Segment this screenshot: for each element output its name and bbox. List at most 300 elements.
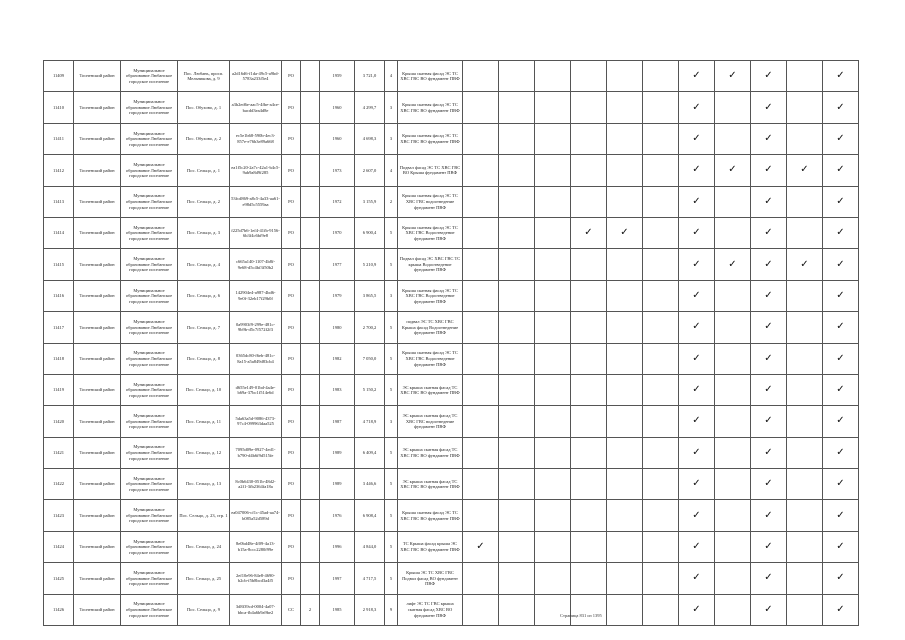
check-mark-icon: ✓ <box>692 258 701 270</box>
cell-district: Тосненский район <box>74 500 121 531</box>
check-cell <box>643 186 679 217</box>
cell-id: 11409 <box>44 61 74 92</box>
check-cell <box>571 155 607 186</box>
check-mark-icon: ✓ <box>836 164 845 176</box>
cell-c2: 2 <box>385 186 398 217</box>
check-cell <box>571 500 607 531</box>
cell-c1 <box>301 280 320 311</box>
cell-district: Тосненский район <box>74 469 121 500</box>
check-mark-icon: ✓ <box>764 352 773 364</box>
check-cell <box>607 123 643 154</box>
table-row <box>44 280 859 311</box>
check-mark-icon: ✓ <box>692 603 701 615</box>
cell-code: 142904e4-a987-4bd6-9e0f-32eb17f29b0f <box>230 280 282 311</box>
check-cell <box>643 217 679 248</box>
cell-district: Тосненский район <box>74 155 121 186</box>
cell-c2: 4 <box>385 61 398 92</box>
cell-works: Крыша скатная фасад ЭС ТС ХВС ГВС ВО фундамент ПВФ <box>398 500 463 531</box>
cell-municipality: Муниципальное образование Любанское городское поселение <box>121 500 178 531</box>
cell-c2: 5 <box>385 249 398 280</box>
check-mark-icon: ✓ <box>836 321 845 333</box>
check-cell <box>571 217 607 248</box>
table-row <box>44 343 859 374</box>
cell-type: РО <box>282 312 301 343</box>
check-cell <box>535 186 571 217</box>
cell-area: 2 607,0 <box>355 155 385 186</box>
cell-works: ТС Крыша фасад крыша ЭС ХВС ГВС ВО фундамент ПВФ <box>398 531 463 562</box>
check-cell <box>823 594 859 625</box>
check-mark-icon: ✓ <box>764 258 773 270</box>
check-cell <box>607 374 643 405</box>
check-mark-icon: ✓ <box>764 101 773 113</box>
cell-municipality: Муниципальное образование Любанское городское поселение <box>121 61 178 92</box>
cell-c1 <box>301 61 320 92</box>
cell-c1 <box>301 186 320 217</box>
check-cell <box>715 437 751 468</box>
check-cell <box>643 594 679 625</box>
cell-id: 11417 <box>44 312 74 343</box>
check-mark-icon: ✓ <box>692 352 701 364</box>
cell-area: 4 299,7 <box>355 92 385 123</box>
check-cell <box>823 437 859 468</box>
check-cell <box>463 406 499 437</box>
check-cell <box>535 123 571 154</box>
check-mark-icon: ✓ <box>836 541 845 553</box>
cell-address: Пос. Любань, просп. Мельникова, д. 9 <box>178 61 230 92</box>
check-cell <box>751 406 787 437</box>
check-cell <box>679 437 715 468</box>
check-cell <box>823 531 859 562</box>
cell-year: 1980 <box>320 312 355 343</box>
check-mark-icon: ✓ <box>764 289 773 301</box>
cell-district: Тосненский район <box>74 406 121 437</box>
cell-municipality: Муниципальное образование Любанское городское поселение <box>121 594 178 625</box>
check-cell <box>463 469 499 500</box>
table-row <box>44 531 859 562</box>
cell-id: 11416 <box>44 280 74 311</box>
cell-address: Пос. Сельцо, д. 11 <box>178 406 230 437</box>
check-mark-icon: ✓ <box>836 70 845 82</box>
cell-municipality: Муниципальное образование Любанское городское поселение <box>121 186 178 217</box>
check-cell <box>535 437 571 468</box>
cell-area: 6 908,4 <box>355 500 385 531</box>
check-cell <box>571 563 607 594</box>
check-cell <box>787 123 823 154</box>
check-cell <box>643 563 679 594</box>
cell-area: 7 050,0 <box>355 343 385 374</box>
cell-code: 53fcd869-a8c5-4a33-aa61-e98d5c5559aa <box>230 186 282 217</box>
check-mark-icon: ✓ <box>692 572 701 584</box>
check-cell <box>607 186 643 217</box>
cell-area: 5 210,9 <box>355 249 385 280</box>
check-mark-icon: ✓ <box>692 321 701 333</box>
check-cell <box>499 343 535 374</box>
cell-code: a3b2ed6e-aac5-4fbe-a4ce-bacdd3ea4d8e <box>230 92 282 123</box>
check-cell <box>751 217 787 248</box>
check-cell <box>463 280 499 311</box>
cell-municipality: Муниципальное образование Любанское городское поселение <box>121 249 178 280</box>
check-cell <box>715 374 751 405</box>
cell-c1 <box>301 92 320 123</box>
cell-code: ec5e1b68-590b-4ec3-857e-e76b3e89a668 <box>230 123 282 154</box>
cell-year: 1960 <box>320 92 355 123</box>
cell-works: Крыша скатная фасад ЭС ТС ХВС ГВС Водоотведение фундамент ПВФ <box>398 343 463 374</box>
cell-district: Тосненский район <box>74 249 121 280</box>
cell-address: Пос. Сельцо, д. 8 <box>178 343 230 374</box>
cell-district: Тосненский район <box>74 437 121 468</box>
cell-district: Тосненский район <box>74 343 121 374</box>
check-cell <box>823 374 859 405</box>
cell-municipality: Муниципальное образование Любанское городское поселение <box>121 92 178 123</box>
cell-code: 8c0b6430-051b-48d2-a2f1-3fb2364fa18a <box>230 469 282 500</box>
cell-district: Тосненский район <box>74 280 121 311</box>
cell-id: 11414 <box>44 217 74 248</box>
cell-year: 1989 <box>320 437 355 468</box>
check-cell <box>499 92 535 123</box>
table-row <box>44 217 859 248</box>
cell-district: Тосненский район <box>74 594 121 625</box>
check-cell <box>571 437 607 468</box>
check-mark-icon: ✓ <box>764 603 773 615</box>
check-cell <box>571 406 607 437</box>
check-cell <box>499 374 535 405</box>
cell-address: Пос. Сельцо, д. 12 <box>178 437 230 468</box>
cell-year: 1983 <box>320 374 355 405</box>
check-cell <box>787 155 823 186</box>
cell-id: 11422 <box>44 469 74 500</box>
check-cell <box>643 155 679 186</box>
cell-c1: 2 <box>301 594 320 625</box>
check-cell <box>499 531 535 562</box>
cell-address: Пос. Сельцо, д. 2 <box>178 186 230 217</box>
cell-municipality: Муниципальное образование Любанское городское поселение <box>121 406 178 437</box>
cell-works: ЭС крыша скатная фасад ТС ХВС ГВС ВО фундамент ПВФ <box>398 374 463 405</box>
cell-area: 6 900,4 <box>355 217 385 248</box>
cell-type: СС <box>282 594 301 625</box>
cell-works: Крыша ЭС ТС ХВС ГВС Подвал фасад ВО фундамент ПВФ <box>398 563 463 594</box>
check-cell <box>715 531 751 562</box>
check-cell <box>463 500 499 531</box>
check-cell <box>679 123 715 154</box>
check-cell <box>643 92 679 123</box>
check-cell <box>679 531 715 562</box>
check-mark-icon: ✓ <box>836 101 845 113</box>
cell-municipality: Муниципальное образование Любанское городское поселение <box>121 312 178 343</box>
check-cell <box>499 186 535 217</box>
check-cell <box>715 500 751 531</box>
check-cell <box>463 563 499 594</box>
check-cell <box>499 280 535 311</box>
check-cell <box>499 563 535 594</box>
check-cell <box>535 531 571 562</box>
cell-year: 1970 <box>320 217 355 248</box>
check-cell <box>499 217 535 248</box>
check-mark-icon: ✓ <box>692 541 701 553</box>
check-mark-icon: ✓ <box>764 321 773 333</box>
check-cell <box>787 437 823 468</box>
cell-municipality: Муниципальное образование Любанское городское поселение <box>121 155 178 186</box>
check-cell <box>607 280 643 311</box>
check-cell <box>607 594 643 625</box>
cell-code: 8e0bd48e-4f09-4a13-b15a-8ccc2280f99e <box>230 531 282 562</box>
cell-works: лифт ЭС ТС ГВС крыша скатная фасад ХВС ВО фундамент ПВФ <box>398 594 463 625</box>
check-mark-icon: ✓ <box>764 446 773 458</box>
check-mark-icon: ✓ <box>836 195 845 207</box>
check-cell <box>463 343 499 374</box>
cell-type: РО <box>282 217 301 248</box>
check-cell <box>751 563 787 594</box>
cell-type: РО <box>282 343 301 374</box>
cell-works: Крыша скатная фасад ЭС ТС ХВС ГВС Водоотведение фундамент ПВФ <box>398 280 463 311</box>
cell-municipality: Муниципальное образование Любанское городское поселение <box>121 531 178 562</box>
check-mark-icon: ✓ <box>692 289 701 301</box>
check-cell <box>499 123 535 154</box>
check-cell <box>679 343 715 374</box>
cell-id: 11410 <box>44 92 74 123</box>
cell-year: 1985 <box>320 594 355 625</box>
check-cell <box>463 249 499 280</box>
cell-c1 <box>301 217 320 248</box>
check-cell <box>499 249 535 280</box>
table-row <box>44 155 859 186</box>
cell-area: 6 409,4 <box>355 437 385 468</box>
check-mark-icon: ✓ <box>584 227 593 239</box>
cell-area: 4 844,0 <box>355 531 385 562</box>
cell-works: Крыша скатная фасад ЭС ТС ХВС ГВС ВО фундамент ПВФ <box>398 92 463 123</box>
table-row <box>44 61 859 92</box>
check-cell <box>607 312 643 343</box>
check-mark-icon: ✓ <box>836 384 845 396</box>
check-cell <box>715 469 751 500</box>
check-cell <box>751 186 787 217</box>
cell-address: Пос. Сельцо, д. 25 <box>178 563 230 594</box>
cell-code: 3d8f39cd-0004-4a07-bbca-fb4a6b9a9be2 <box>230 594 282 625</box>
check-cell <box>787 563 823 594</box>
check-cell <box>751 594 787 625</box>
check-cell <box>823 92 859 123</box>
check-mark-icon: ✓ <box>764 478 773 490</box>
cell-district: Тосненский район <box>74 374 121 405</box>
check-mark-icon: ✓ <box>728 258 737 270</box>
check-cell <box>787 374 823 405</box>
cell-municipality: Муниципальное образование Любанское городское поселение <box>121 123 178 154</box>
check-cell <box>607 563 643 594</box>
check-cell <box>715 61 751 92</box>
check-cell <box>787 61 823 92</box>
check-cell <box>679 312 715 343</box>
check-cell <box>823 249 859 280</box>
cell-code: a2d16d6-f1da-49c5-a9bd-5783a233f5e4 <box>230 61 282 92</box>
check-cell <box>751 92 787 123</box>
cell-type: РО <box>282 186 301 217</box>
check-cell <box>823 312 859 343</box>
check-cell <box>571 280 607 311</box>
cell-type: РО <box>282 249 301 280</box>
check-mark-icon: ✓ <box>764 227 773 239</box>
check-cell <box>823 123 859 154</box>
cell-type: РО <box>282 92 301 123</box>
check-cell <box>463 217 499 248</box>
check-mark-icon: ✓ <box>692 478 701 490</box>
check-cell <box>679 594 715 625</box>
cell-id: 11413 <box>44 186 74 217</box>
check-cell <box>715 123 751 154</box>
check-mark-icon: ✓ <box>764 384 773 396</box>
check-cell <box>643 280 679 311</box>
check-cell <box>535 61 571 92</box>
cell-area: 4 717,5 <box>355 563 385 594</box>
cell-c1 <box>301 469 320 500</box>
cell-area: 3 155,9 <box>355 186 385 217</box>
cell-works: Крыша скатная фасад ЭС ТС ХВС ГВС Водоотведение фундамент ПВФ <box>398 217 463 248</box>
check-mark-icon: ✓ <box>764 509 773 521</box>
cell-area: 3 865,5 <box>355 280 385 311</box>
check-mark-icon: ✓ <box>692 101 701 113</box>
check-mark-icon: ✓ <box>836 478 845 490</box>
check-cell <box>463 312 499 343</box>
cell-year: 1989 <box>320 469 355 500</box>
cell-year: 1976 <box>320 500 355 531</box>
cell-district: Тосненский район <box>74 92 121 123</box>
cell-id: 11421 <box>44 437 74 468</box>
check-mark-icon: ✓ <box>620 227 629 239</box>
cell-address: Пос. Сельцо, д. 6 <box>178 280 230 311</box>
check-mark-icon: ✓ <box>764 541 773 553</box>
cell-municipality: Муниципальное образование Любанское городское поселение <box>121 217 178 248</box>
cell-year: 1979 <box>320 280 355 311</box>
check-cell <box>715 155 751 186</box>
cell-c1 <box>301 374 320 405</box>
check-cell <box>679 92 715 123</box>
cell-c1 <box>301 155 320 186</box>
check-cell <box>787 280 823 311</box>
check-cell <box>535 406 571 437</box>
cell-c2: 5 <box>385 312 398 343</box>
cell-c2: 5 <box>385 374 398 405</box>
table-row <box>44 469 859 500</box>
check-cell <box>571 594 607 625</box>
cell-area: 4 718,9 <box>355 406 385 437</box>
check-mark-icon: ✓ <box>836 446 845 458</box>
cell-area: 4 698,3 <box>355 123 385 154</box>
check-cell <box>715 343 751 374</box>
check-cell <box>787 500 823 531</box>
check-cell <box>535 312 571 343</box>
check-mark-icon: ✓ <box>764 415 773 427</box>
table-row <box>44 563 859 594</box>
check-cell <box>643 312 679 343</box>
cell-c2: 4 <box>385 155 398 186</box>
check-cell <box>751 280 787 311</box>
check-cell <box>751 500 787 531</box>
check-cell <box>535 155 571 186</box>
check-cell <box>535 280 571 311</box>
cell-c2: 5 <box>385 469 398 500</box>
check-mark-icon: ✓ <box>836 509 845 521</box>
check-cell <box>715 280 751 311</box>
table-row <box>44 594 859 625</box>
check-cell <box>571 343 607 374</box>
check-cell <box>787 406 823 437</box>
check-cell <box>787 217 823 248</box>
cell-municipality: Муниципальное образование Любанское городское поселение <box>121 469 178 500</box>
check-cell <box>463 61 499 92</box>
cell-c2: 3 <box>385 406 398 437</box>
check-mark-icon: ✓ <box>836 227 845 239</box>
cell-type: РО <box>282 123 301 154</box>
check-cell <box>607 531 643 562</box>
check-cell <box>679 155 715 186</box>
table-row <box>44 437 859 468</box>
cell-c2: 9 <box>385 594 398 625</box>
check-mark-icon: ✓ <box>692 70 701 82</box>
cell-code: f225d7b6-1ef4-41fb-9156-6b3f4c6bf9e8 <box>230 217 282 248</box>
cell-c1 <box>301 123 320 154</box>
cell-address: Пос. Сельцо, д. 9 <box>178 594 230 625</box>
check-cell <box>823 217 859 248</box>
cell-district: Тосненский район <box>74 217 121 248</box>
check-cell <box>715 217 751 248</box>
cell-area: 2 700,2 <box>355 312 385 343</box>
check-cell <box>571 531 607 562</box>
check-cell <box>643 531 679 562</box>
cell-code: d655e149-01bd-4a4e-b69a-37bc1f514e6d <box>230 374 282 405</box>
check-cell <box>715 249 751 280</box>
check-cell <box>643 406 679 437</box>
cell-c1 <box>301 500 320 531</box>
table-row <box>44 186 859 217</box>
check-cell <box>643 437 679 468</box>
check-cell <box>607 343 643 374</box>
check-cell <box>535 343 571 374</box>
check-cell <box>535 500 571 531</box>
check-mark-icon: ✓ <box>836 258 845 270</box>
cell-code: c665a140-1107-4b8f-9e68-d5c4bf3f50b2 <box>230 249 282 280</box>
check-cell <box>499 594 535 625</box>
cell-year: 1959 <box>320 61 355 92</box>
cell-c2: 5 <box>385 217 398 248</box>
check-cell <box>643 61 679 92</box>
cell-code: 0365dc80-f6eb-481c-8a15-a5a849d83cb4 <box>230 343 282 374</box>
check-cell <box>463 437 499 468</box>
page-footer: Страница 831 из 1395 <box>560 613 602 618</box>
check-cell <box>751 155 787 186</box>
cell-year: 1997 <box>320 563 355 594</box>
cell-municipality: Муниципальное образование Любанское городское поселение <box>121 374 178 405</box>
cell-code: 2ef10e96-84e8-4690-b2cb-f5b8bcd3a4f5 <box>230 563 282 594</box>
cell-address: Пос. Сельцо, д. 10 <box>178 374 230 405</box>
cell-id: 11412 <box>44 155 74 186</box>
cell-works: Крыша скатная фасад ЭС ТС ХВС ГВС водоотведение фундамент ПВФ <box>398 186 463 217</box>
check-cell <box>607 92 643 123</box>
cell-code: 7095d09e-0927-4ed1-b790-d4b6f9d515fe <box>230 437 282 468</box>
cell-municipality: Муниципальное образование Любанское городское поселение <box>121 343 178 374</box>
check-cell <box>571 123 607 154</box>
cell-works: ЭС крыша скатная фасад ТС ХВС ГВС ВО фундамент ПВФ <box>398 437 463 468</box>
check-cell <box>715 312 751 343</box>
check-mark-icon: ✓ <box>764 572 773 584</box>
cell-type: РО <box>282 500 301 531</box>
check-cell <box>607 61 643 92</box>
check-mark-icon: ✓ <box>836 132 845 144</box>
cell-c2: 5 <box>385 500 398 531</box>
check-cell <box>787 469 823 500</box>
cell-id: 11419 <box>44 374 74 405</box>
cell-id: 11418 <box>44 343 74 374</box>
cell-district: Тосненский район <box>74 312 121 343</box>
check-cell <box>463 594 499 625</box>
check-cell <box>499 406 535 437</box>
